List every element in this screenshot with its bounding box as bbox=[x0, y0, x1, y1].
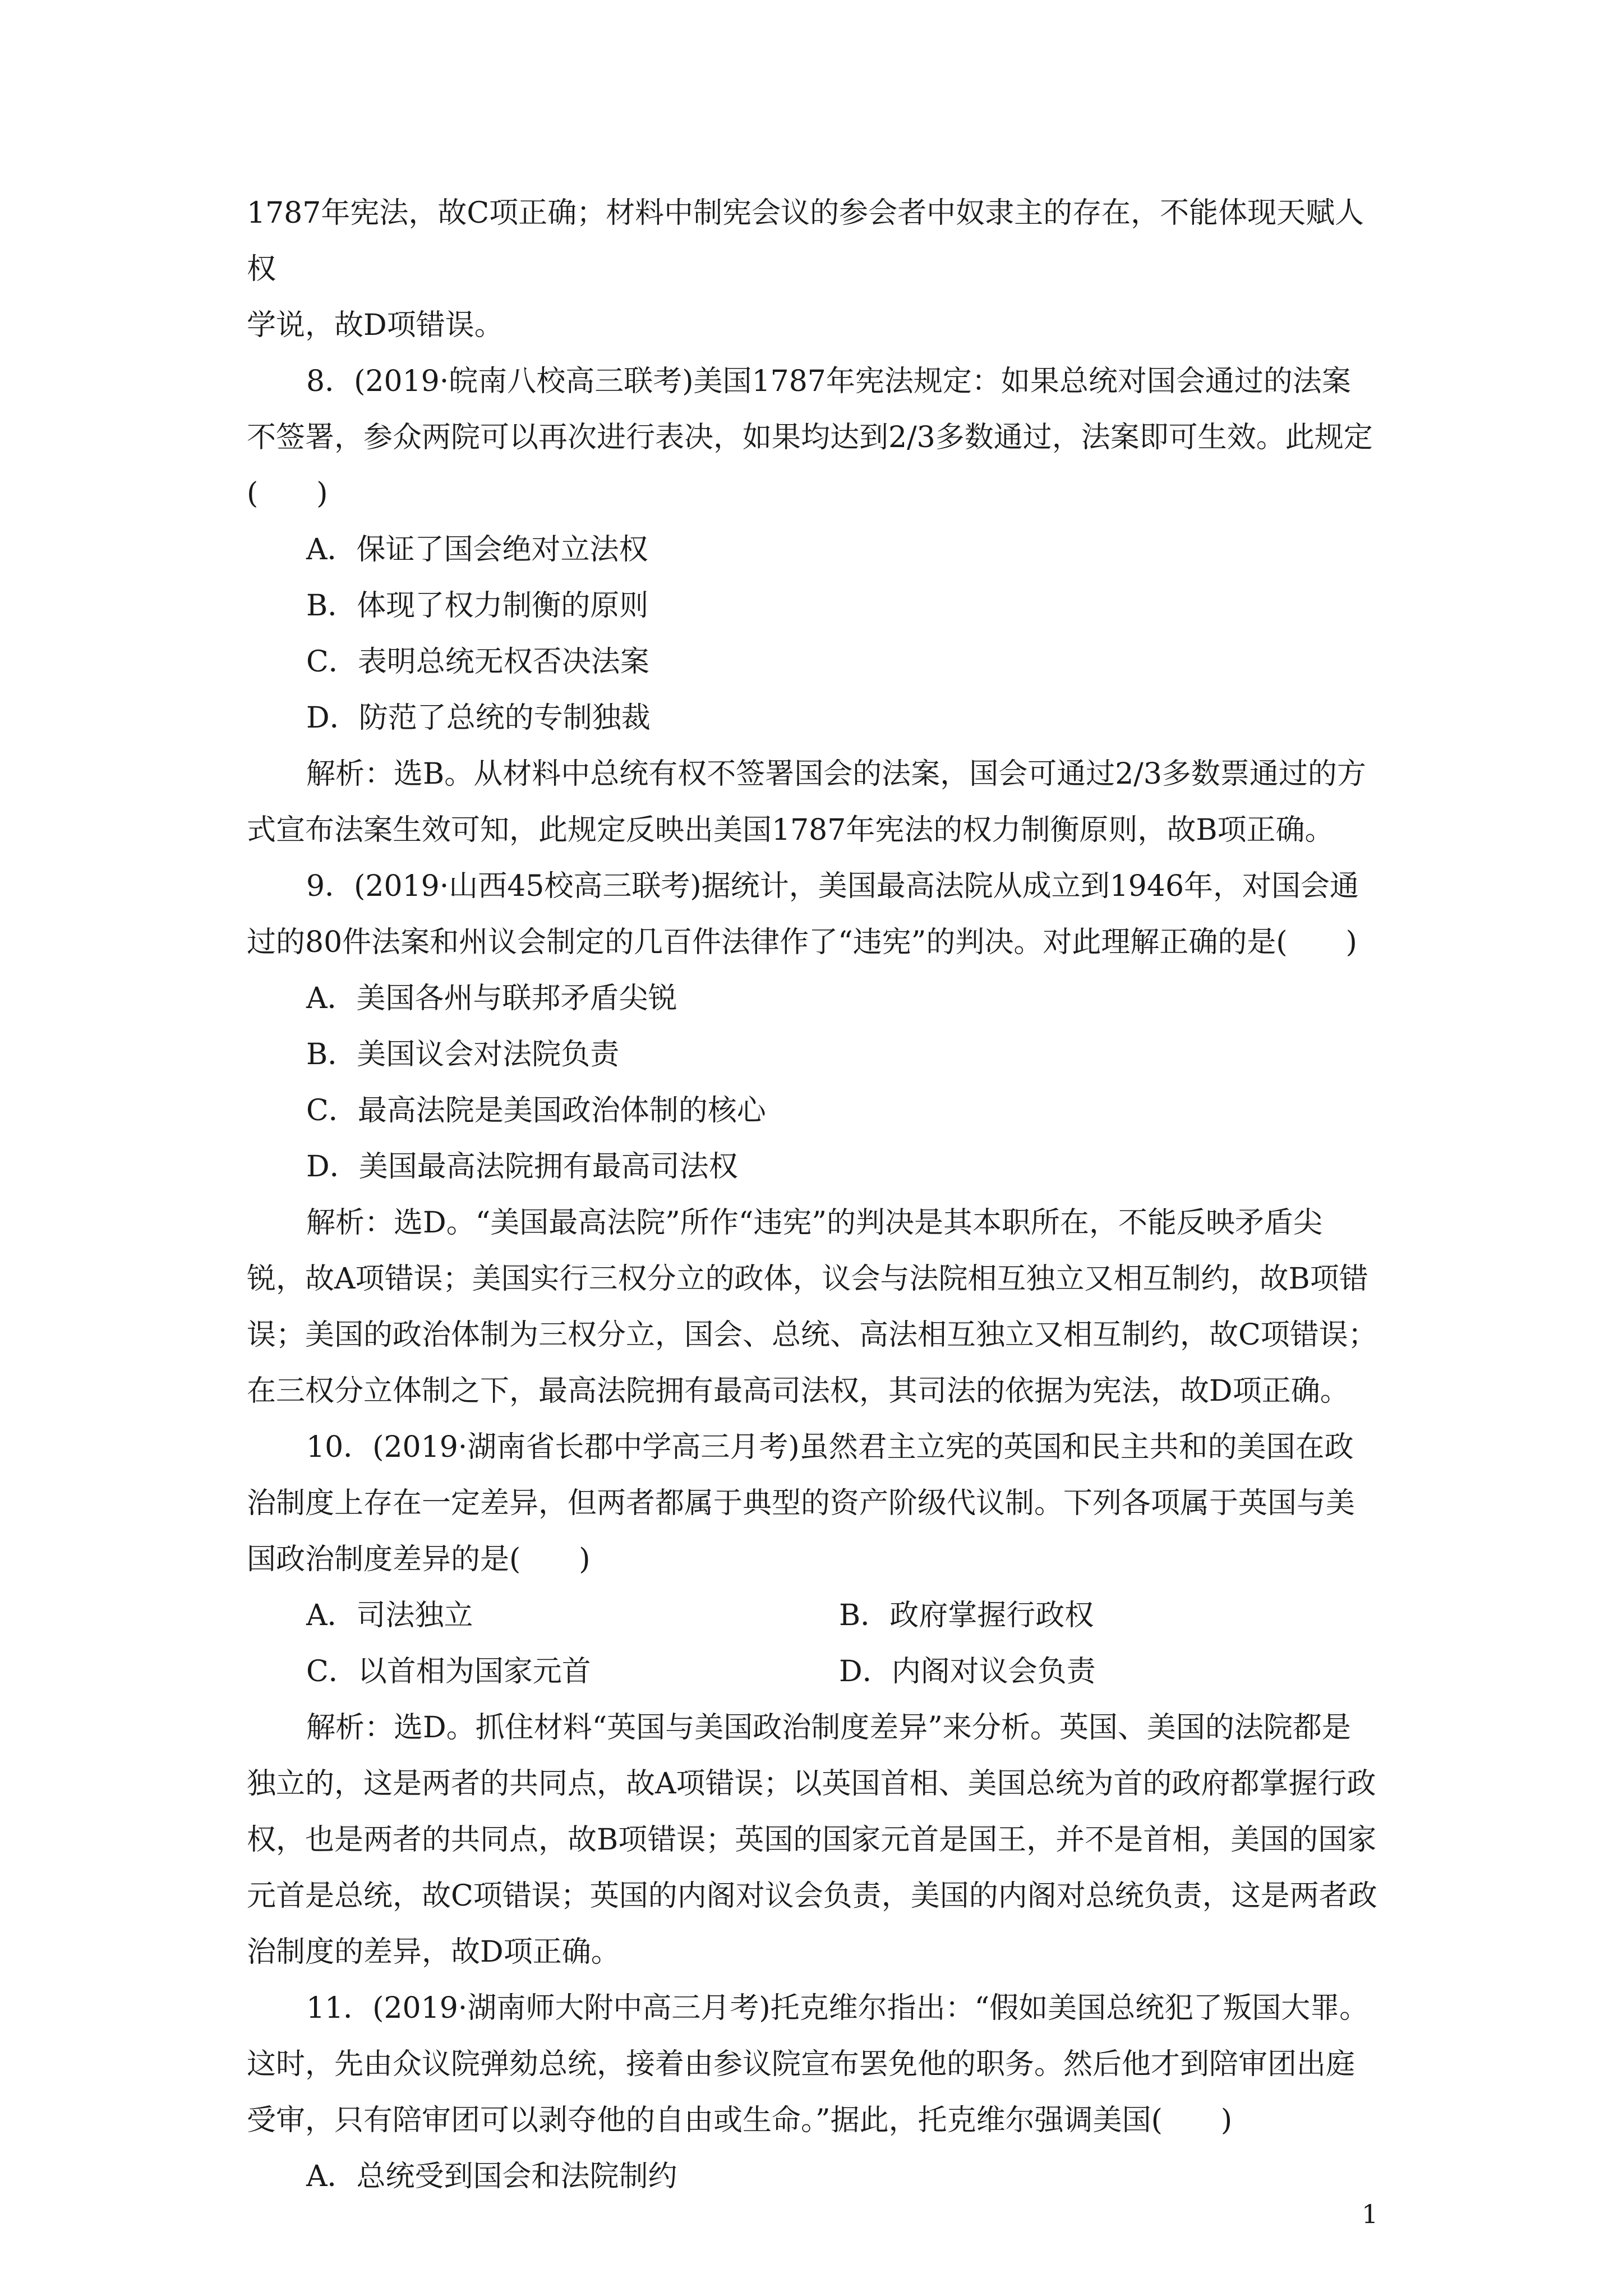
page-number: 1 bbox=[1362, 2199, 1378, 2229]
question-9-stem: 9．(2019·山西45校高三联考)据统计，美国最高法院从成立到1946年，对国会通过的80件法案和州议会制定的几百件法律作了“违宪”的判决。对此理解正确的是( ) bbox=[247, 869, 1359, 959]
question-10-option-c: C．以首相为国家元首 bbox=[306, 1655, 591, 1688]
continuation-line: 1787年宪法，故C项正确；材料中制宪会议的参会者中奴隶主的存在，不能体现天赋人权 bbox=[247, 196, 1364, 286]
continuation-line: 学说，故D项错误。 bbox=[247, 309, 504, 342]
question-10-option-d: D．内阁对议会负责 bbox=[839, 1655, 1096, 1688]
question-10-options-row-1 bbox=[247, 1588, 1380, 1644]
question-9-option-a: A．美国各州与联邦矛盾尖锐 bbox=[306, 982, 677, 1015]
question-10-analysis: 解析：选D。抓住材料“英国与美国政治制度差异”来分析。英国、美国的法院都是独立的，这是两者的共同点，故A项错误；以英国首相、美国总统为首的政府都掌握行政权，也是两者的共同点，故B项错误；英国的国家元首是国王，并不是首相，美国的国家元首是总统，故C项错误；英国的内阁对议会负责，美国的内阁对总统负责，这是两者政治制度的差异，故D项正确。 bbox=[247, 1711, 1377, 1969]
question-8-option-c: C．表明总统无权否决法案 bbox=[306, 645, 649, 679]
question-9-analysis: 解析：选D。“美国最高法院”所作“违宪”的判决是其本职所在，不能反映矛盾尖锐，故A项错误；美国实行三权分立的政体，议会与法院相互独立又相互制约，故B项错误；美国的政治体制为三权分立，国会、总统、高法相互独立又相互制约，故C项错误；在三权分立体制之下，最高法院拥有最高司法权，其司法的依据为宪法，故D项正确。 bbox=[247, 1206, 1377, 1408]
question-8-option-a: A．保证了国会绝对立法权 bbox=[306, 533, 648, 567]
question-8-option-b: B．体现了权力制衡的原则 bbox=[306, 589, 649, 623]
question-10-options-row-2 bbox=[247, 1644, 1380, 1700]
question-10-stem: 10．(2019·湖南省长郡中学高三月考)虽然君主立宪的英国和民主共和的美国在政治制度上存在一定差异，但两者都属于典型的资产阶级代议制。下列各项属于英国与美国政治制度差异的是( ) bbox=[247, 1430, 1355, 1576]
question-8-option-d: D．防范了总统的专制独裁 bbox=[306, 701, 651, 735]
question-9-option-c: C．最高法院是美国政治体制的核心 bbox=[306, 1094, 766, 1128]
question-8-analysis: 解析：选B。从材料中总统有权不签署国会的法案，国会可通过2/3多数票通过的方式宣布法案生效可知，此规定反映出美国1787年宪法的权力制衡原则，故B项正确。 bbox=[247, 757, 1366, 847]
question-10-option-b: B．政府掌握行政权 bbox=[839, 1599, 1094, 1632]
question-10-option-a: A．司法独立 bbox=[306, 1599, 473, 1632]
question-11-option-a: A．总统受到国会和法院制约 bbox=[306, 2160, 677, 2193]
question-9-option-d: D．美国最高法院拥有最高司法权 bbox=[306, 1150, 738, 1184]
page-content bbox=[247, 185, 1380, 2205]
question-11-stem: 11．(2019·湖南师大附中高三月考)托克维尔指出：“假如美国总统犯了叛国大罪。这时，先由众议院弹劾总统，接着由参议院宣布罢免他的职务。然后他才到陪审团出庭受审，只有陪审团可以剥夺他的自由或生命。”据此，托克维尔强调美国( ) bbox=[247, 1991, 1369, 2137]
question-8-stem: 8．(2019·皖南八校高三联考)美国1787年宪法规定：如果总统对国会通过的法案不签署，参众两院可以再次进行表决，如果均达到2/3多数通过，法案即可生效。此规定( ) bbox=[247, 365, 1373, 510]
question-9-option-b: B．美国议会对法院负责 bbox=[306, 1038, 620, 1071]
